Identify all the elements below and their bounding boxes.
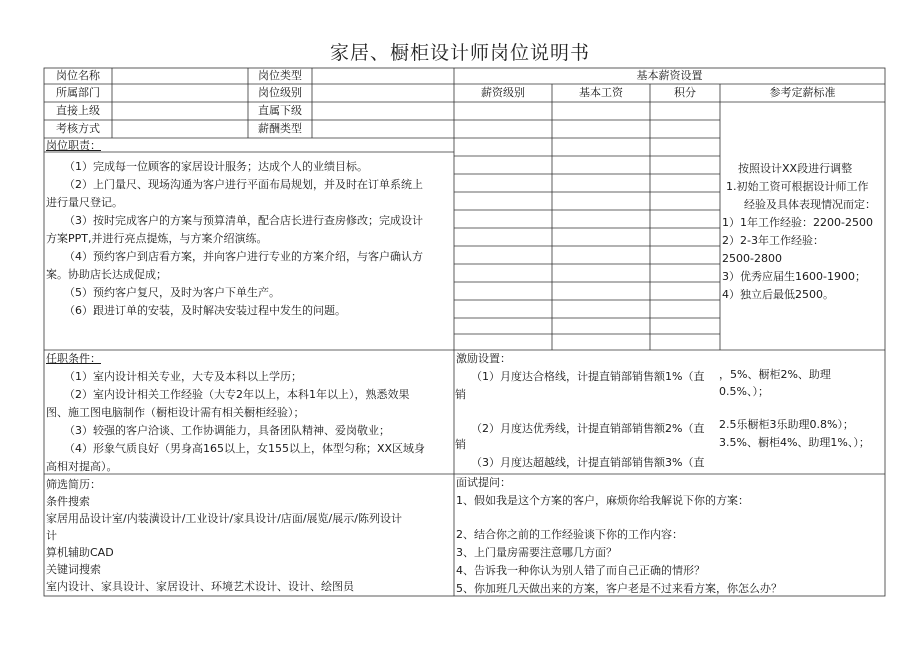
screening-heading: 筛选简历：	[46, 478, 101, 491]
duties-list	[46, 158, 452, 320]
incentive-wrap: 销	[455, 438, 466, 451]
reference-line: 2500-2800	[722, 252, 782, 265]
interview-question: 5、你加班几天做出来的方案，客户老是不过来看方案，你怎么办？	[456, 582, 782, 595]
interview-question: 4、告诉我一种你认为别人错了而自己正确的情形？	[456, 564, 705, 577]
col-base-salary: 基本工资	[579, 86, 623, 99]
screening-line: 室内设计、家具设计、家居设计、环境艺术设计、设计、绘图员	[46, 580, 354, 593]
incentive-wrap: 销	[455, 388, 466, 401]
requirements-panel	[46, 368, 452, 474]
requirements-heading: 任职条件：	[46, 352, 101, 365]
incentive-detail: 3.5%、橱柜4%、助理1%、）；	[719, 436, 870, 449]
incentive-heading: 激励设置：	[456, 352, 511, 365]
screening-line: 家居用品设计室/内装潢设计/工业设计/家具设计/店面/展览/展示/陈列设计	[46, 512, 402, 525]
col-points: 积分	[674, 86, 696, 99]
reference-line: 1）1年工作经验：2200-2500	[722, 216, 873, 229]
requirement-line: 高相对提高）。	[46, 460, 118, 473]
label-position-level: 岗位级别	[258, 86, 302, 99]
interview-question: 1、假如我是这个方案的客户，麻烦你给我解说下你的方案：	[456, 494, 749, 507]
incentive-line: （2）月度达优秀线，计提直销部销售额2%（直	[471, 422, 705, 435]
interview-question: 3、上门量房需要注意哪几方面？	[456, 546, 617, 559]
screening-line: 计	[46, 529, 57, 542]
requirement-line: （3）较强的客户洽谈、工作协调能力，具备团队精神、爱岗敬业；	[64, 424, 390, 437]
incentive-line: （3）月度达超越线，计提直销部销售额3%（直	[471, 456, 705, 469]
incentive-detail: 0.5%、）；	[719, 385, 769, 398]
duty-line: （2）上门量尺、现场沟通为客户进行平面布局规划，并及时在订单系统上	[64, 178, 423, 191]
salary-header: 基本薪资设置	[636, 69, 703, 82]
label-assessment: 考核方式	[56, 122, 100, 135]
duty-line: 进行量尺登记。	[46, 196, 123, 209]
label-direct-subordinate: 直属下级	[258, 104, 302, 117]
incentive-line: （1）月度达合格线，计提直销部销售额1%（直	[471, 370, 705, 383]
requirement-line: （4）形象气质良好（男身高165以上，女155以上，体型匀称；XX区域身	[64, 442, 426, 455]
screening-panel	[46, 476, 452, 595]
requirements-list	[46, 368, 425, 474]
duty-line: （5）预约客户复尺，及时为客户下单生产。	[64, 286, 280, 299]
incentive-detail: 2.5乐橱柜3乐助理0.8%）；	[719, 418, 854, 431]
label-department: 所属部门	[56, 86, 100, 99]
requirement-line: （2）室内设计相关工作经验（大专2年以上，本科1年以上），熟悉效果	[64, 388, 410, 401]
reference-line: 4）独立后最低2500。	[722, 288, 834, 301]
page-title: 家居、橱柜设计师岗位说明书	[329, 42, 590, 64]
duties-heading: 岗位职责：	[46, 139, 101, 152]
reference-line: 2）2-3年工作经验：	[722, 234, 824, 247]
duty-line: （1）完成每一位顾客的家居设计服务；达成个人的业绩目标。	[64, 160, 368, 173]
interview-heading: 面试提问：	[456, 476, 511, 489]
label-position-name: 岗位名称	[56, 69, 100, 82]
reference-standard	[722, 160, 884, 304]
incentive-panel	[455, 366, 884, 473]
duty-line: （4）预约客户到店看方案，并向客户进行专业的方案介绍，与客户确认方	[64, 250, 423, 263]
duty-line: （3）按时完成客户的方案与预算清单，配合店长进行查房修改；完成设计	[64, 214, 423, 227]
incentive-detail: ，5%、橱柜2%、助理	[719, 368, 831, 381]
col-salary-level: 薪资级别	[481, 86, 525, 99]
duty-line: 案。协助店长达成促成；	[46, 268, 167, 281]
duty-line: 方案PPT,并进行亮点提炼，与方案介绍演练。	[46, 232, 268, 245]
label-direct-superior: 直接上级	[56, 104, 100, 117]
reference-line: 按照设计XX段进行调整	[738, 162, 853, 175]
screening-line: 算机辅助CAD	[46, 546, 114, 559]
requirement-line: 图、施工图电脑制作（橱柜设计需有相关橱柜经验）；	[46, 406, 305, 419]
col-reference-standard: 参考定薪标准	[769, 86, 836, 99]
screening-line: 关键词搜索	[46, 563, 101, 576]
screening-line: 条件搜索	[46, 495, 90, 508]
reference-line: 经验及具体表现情况而定：	[744, 198, 876, 211]
label-pay-type: 薪酬类型	[258, 122, 302, 135]
interview-panel	[455, 476, 884, 595]
duty-line: （6）跟进订单的安装，及时解决安装过程中发生的问题。	[64, 304, 346, 317]
label-position-type: 岗位类型	[258, 69, 302, 82]
reference-line: 1.初始工资可根据设计师工作	[726, 180, 869, 193]
screening-list	[46, 476, 402, 595]
interview-question: 2、结合你之前的工作经验谈下你的工作内容：	[456, 528, 683, 541]
reference-line: 3）优秀应届生1600-1900；	[722, 270, 866, 283]
requirement-line: （1）室内设计相关专业，大专及本科以上学历；	[64, 370, 302, 383]
